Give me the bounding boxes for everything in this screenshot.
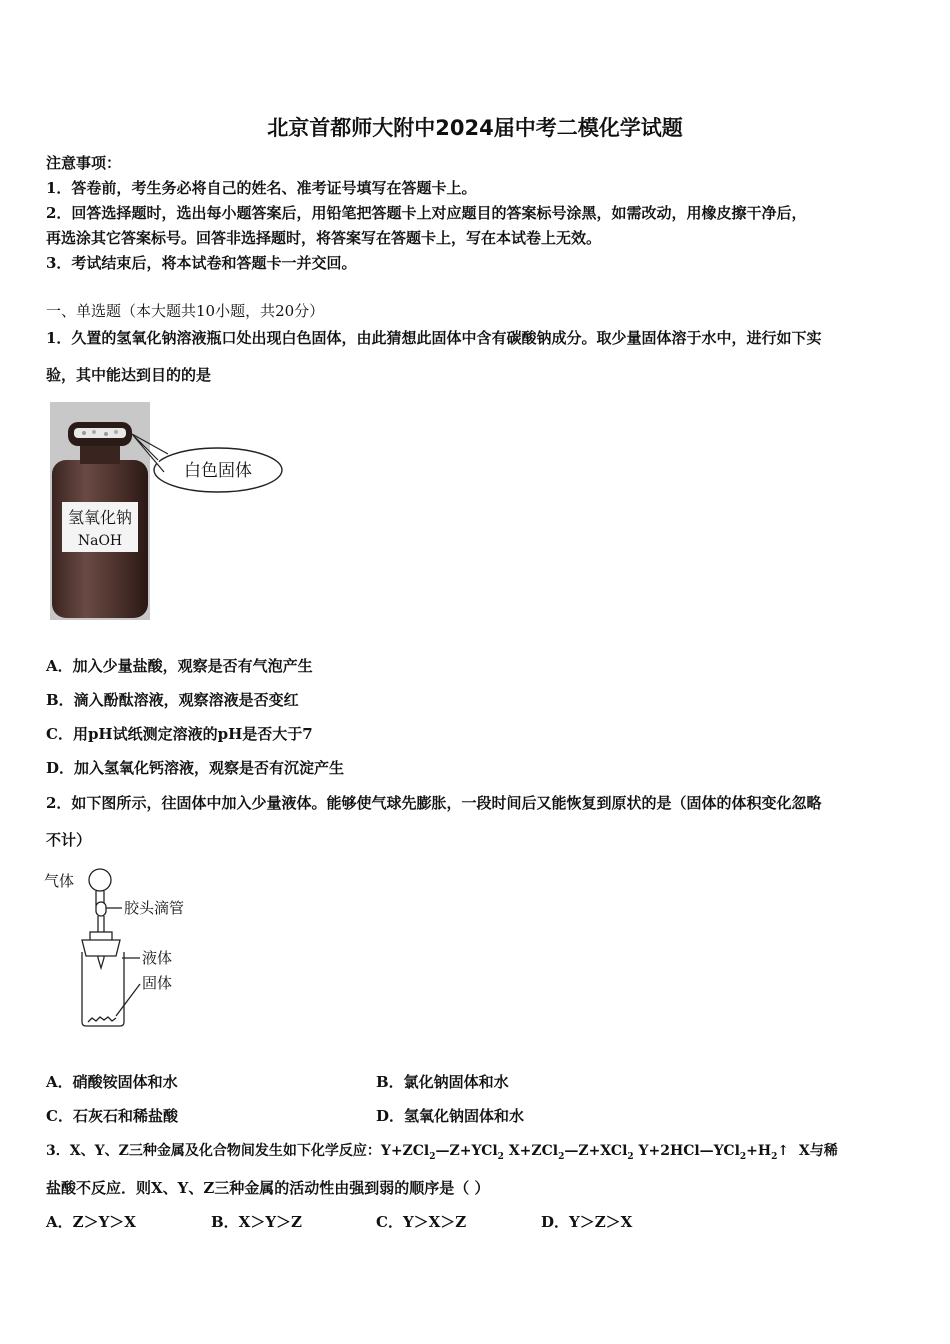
- q1-option-b[interactable]: B．滴入酚酞溶液，观察溶液是否变红: [46, 691, 299, 709]
- q2-option-a[interactable]: A．硝酸铵固体和水: [46, 1073, 178, 1091]
- q1-stem-line1: 1．久置的氢氧化钠溶液瓶口处出现白色固体，由此猜想此固体中含有碳酸钠成分。取少量固体溶于水中，进行如下实: [46, 329, 822, 347]
- q3-stem-line2: 盐酸不反应．则X、Y、Z三种金属的活动性由强到弱的顺序是（ ）: [46, 1179, 490, 1197]
- bottle-label-formula: NaOH: [77, 533, 123, 549]
- q3-reaction-3: $Y+2HCl—YCl_2+H_2↑$: [638, 1143, 790, 1162]
- section-heading: 一、单选题（本大题共10小题，共20分）: [46, 302, 325, 320]
- q3-option-c[interactable]: C．Y＞X＞Z: [376, 1213, 467, 1231]
- q2-option-b[interactable]: B．氯化钠固体和水: [376, 1073, 509, 1091]
- label-gas: 气体: [44, 872, 75, 890]
- label-liquid: 液体: [142, 949, 173, 967]
- notice-heading: 注意事项：: [46, 154, 122, 172]
- notice-item-2: 2．回答选择题时，选出每小题答案后，用铅笔把答题卡上对应题目的答案标号涂黑，如需改动，用橡皮擦干净后，: [46, 204, 807, 222]
- q2-option-d[interactable]: D．氢氧化钠固体和水: [376, 1107, 525, 1125]
- naoh-bottle-figure: [50, 402, 290, 624]
- q3-stem-prefix: 3．X、Y、Z三种金属及化合物间发生如下化学反应：: [46, 1143, 381, 1159]
- notice-item-3: 3．考试结束后，将本试卷和答题卡一并交回。: [46, 254, 357, 272]
- bubble-label: 白色固体: [184, 461, 252, 481]
- q3-option-a[interactable]: A．Z＞Y＞X: [46, 1213, 136, 1231]
- q3-option-b[interactable]: B．X＞Y＞Z: [211, 1213, 302, 1231]
- q1-option-d[interactable]: D．加入氢氧化钙溶液，观察是否有沉淀产生: [46, 759, 345, 777]
- q2-stem-line2: 不计）: [46, 831, 92, 849]
- bottle-label-cn: 氢氧化钠: [67, 508, 133, 527]
- q2-option-c[interactable]: C．石灰石和稀盐酸: [46, 1107, 178, 1125]
- q3-reaction-2: X+ZCl$_2$—Z+XCl$_2$: [508, 1143, 634, 1162]
- q3-reaction-1: Y+ZCl$_2$—Z+YCl$_2$: [380, 1143, 504, 1162]
- label-solid: 固体: [142, 974, 173, 992]
- notice-item-2-cont: 再选涂其它答案标号。回答非选择题时，将答案写在答题卡上，写在本试卷上无效。: [46, 229, 602, 247]
- q3-stem-line1: [46, 1140, 838, 1162]
- q1-option-a[interactable]: A．加入少量盐酸，观察是否有气泡产生: [46, 657, 313, 675]
- q3-stem-suffix: X与稀: [798, 1143, 838, 1159]
- q2-stem-line1: 2．如下图所示，往固体中加入少量液体。能够使气球先膨胀，一段时间后又能恢复到原状的是（固体的体积变化忽略: [46, 794, 822, 812]
- notice-item-1: 1．答卷前，考生务必将自己的姓名、准考证号填写在答题卡上。: [46, 179, 477, 197]
- q1-stem-line2: 验，其中能达到目的的是: [46, 366, 212, 384]
- q1-option-c[interactable]: C．用pH试纸测定溶液的pH是否大于7: [46, 725, 313, 743]
- balloon-apparatus-figure: [44, 866, 234, 1032]
- page-title: 北京首都师大附中2024届中考二模化学试题: [267, 116, 683, 140]
- label-dropper: 胶头滴管: [124, 899, 185, 917]
- q3-option-d[interactable]: D．Y＞Z＞X: [541, 1213, 633, 1231]
